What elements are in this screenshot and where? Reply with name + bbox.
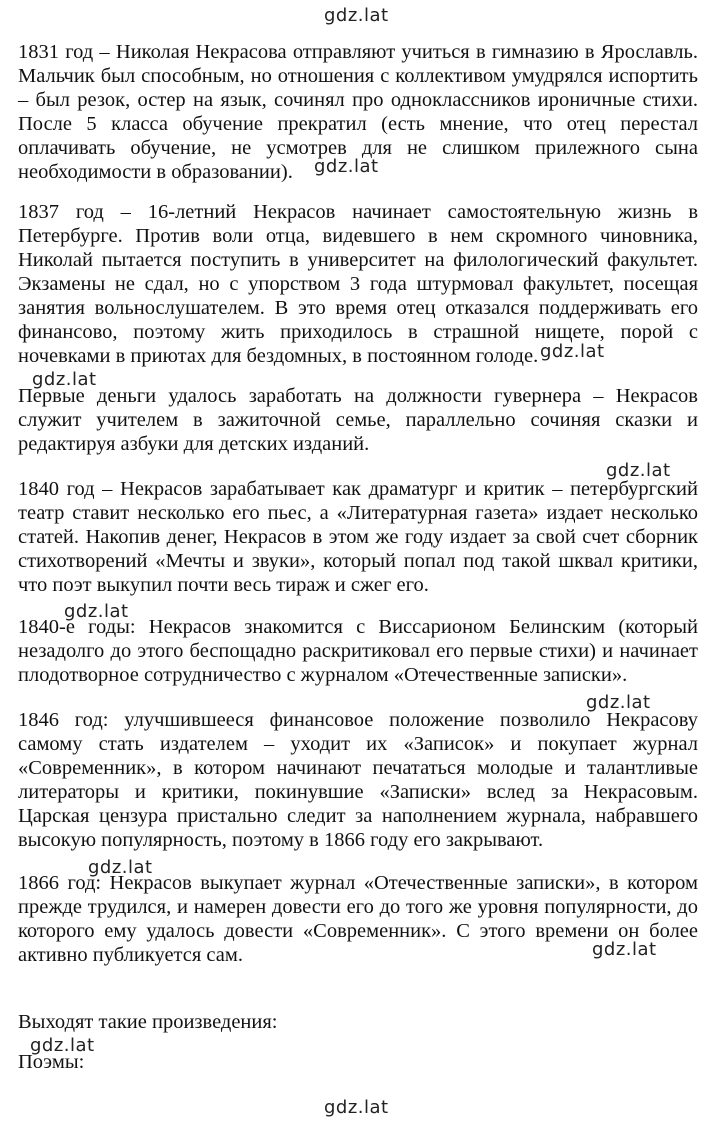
watermark: gdz.lat bbox=[64, 601, 129, 622]
poems-label: Поэмы: bbox=[18, 1051, 85, 1073]
paragraph-1831: 1831 год – Николая Некрасова отправляют учиться в гимназию в Ярославль. Мальчик был способным, но отношения с коллективом умудрялся испортить – был резок, остер на язык, сочинял про одноклассников ироничные стихи. После 5 класса обучение прекратил (есть мнение, что отец перестал оплачивать обучение, не усмотрев для не слишком прилежного сына необходимости в образовании). bbox=[18, 41, 698, 183]
watermark: gdz.lat bbox=[324, 5, 389, 26]
watermark: gdz.lat bbox=[314, 156, 379, 177]
paragraph-governor: Первые деньги удалось заработать на должности гувернера – Некрасов служит учителем в зажиточной семье, параллельно сочиняя сказки и редактируя азбуки для детских изданий. bbox=[18, 385, 698, 455]
watermark: gdz.lat bbox=[540, 341, 605, 362]
paragraph-1840s: 1840-е годы: Некрасов знакомится с Виссарионом Белинским (который незадолго до этого беспощадно раскритиковал его первые стихи) и начинает плодотворное сотрудничество с журналом «Отечественные записки». bbox=[18, 616, 698, 686]
watermark: gdz.lat bbox=[32, 369, 97, 390]
paragraph-1846: 1846 год: улучшившееся финансовое положение позволило Некрасову самому стать издателем – уходит их «Записок» и покупает журнал «Современник», в котором начинают печататься молодые и талантливые литераторы и критики, покинувшие «Записки» вслед за Некрасовым. Царская цензура пристально следит за наполнением журнала, набравшего высокую популярность, поэтому в 1866 году его закрывают. bbox=[18, 709, 698, 851]
paragraph-1866: 1866 год: Некрасов выкупает журнал «Отечественные записки», в котором прежде трудился, и намерен довести его до того же уровня популярности, до которого ему удалось довести «Современник». С этого времени он более активно публикуется сам. bbox=[18, 872, 698, 966]
watermark: gdz.lat bbox=[586, 692, 651, 713]
watermark: gdz.lat bbox=[324, 1097, 389, 1118]
works-intro: Выходят такие произведения: bbox=[18, 1011, 278, 1033]
watermark: gdz.lat bbox=[606, 460, 671, 481]
watermark: gdz.lat bbox=[88, 857, 153, 878]
watermark: gdz.lat bbox=[592, 939, 657, 960]
paragraph-1840: 1840 год – Некрасов зарабатывает как драматург и критик – петербургский театр ставит несколько его пьес, а «Литературная газета» издает несколько статей. Накопив денег, Некрасов в этом же году издает за свой счет сборник стихотворений «Мечты и звуки», который попал под такой шквал критики, что поэт выкупил почти весь тираж и сжег его. bbox=[18, 478, 698, 596]
watermark: gdz.lat bbox=[30, 1035, 95, 1056]
paragraph-1837: 1837 год – 16-летний Некрасов начинает самостоятельную жизнь в Петербурге. Против воли отца, видевшего в нем скромного чиновника, Николай пытается поступить в университет на филологический факультет. Экзамены не сдал, но с упорством 3 года штурмовал факультет, посещая занятия вольнослушателем. В это время отец отказался поддерживать его финансово, поэтому жить приходилось в страшной нищете, порой с ночевками в приютах для бездомных, в постоянном голоде. bbox=[18, 201, 698, 367]
